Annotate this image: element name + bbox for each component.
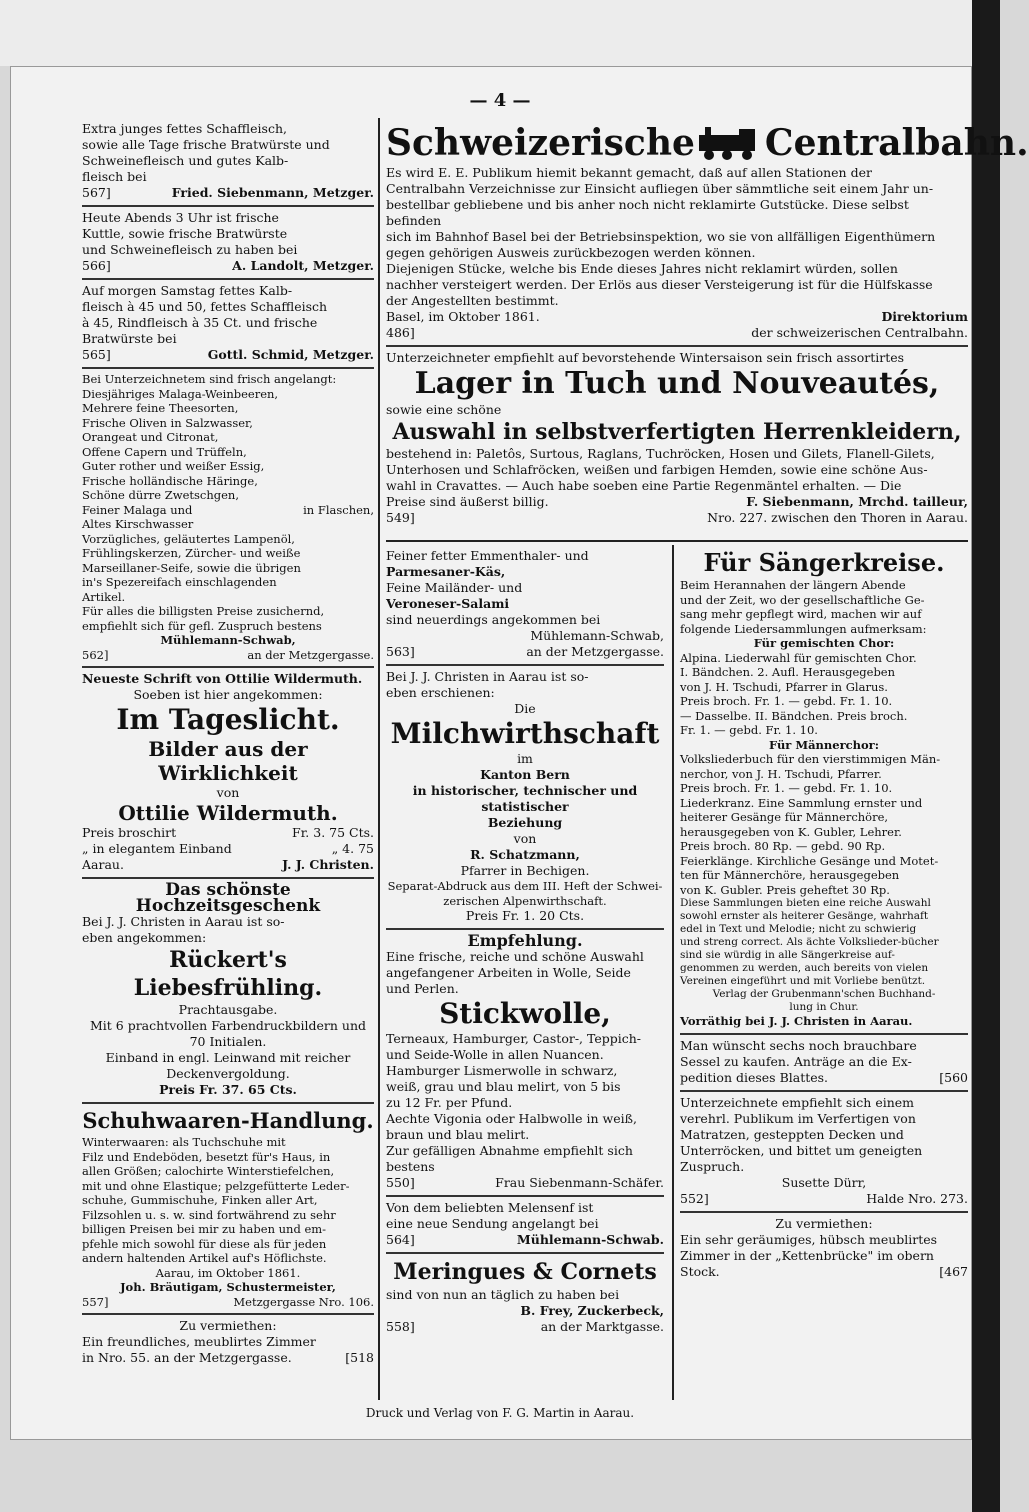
ad-date: Aarau, im Oktober 1861. xyxy=(155,1265,301,1280)
ad-line: genommen zu werden, auch bereits von vielen xyxy=(680,962,929,974)
book-subtitle: Bilder aus der Wirklichkeit xyxy=(148,737,308,785)
ad-line: Es wird E. E. Publikum hiemit bekannt gemacht, daß auf allen Stationen der xyxy=(386,165,872,180)
ad-number: 562] xyxy=(82,647,109,662)
ad-line: und Perlen. xyxy=(386,981,459,996)
ad-heading: Zu vermiethen: xyxy=(775,1215,873,1231)
price-value: Preis Fr. 1. 20 Cts. xyxy=(465,908,585,923)
ad-line: Vorzügliches, geläutertes Lampenöl, xyxy=(82,531,295,546)
book-author: Ottilie Wildermuth. xyxy=(118,801,338,825)
ad-line: eben angekommen: xyxy=(82,930,207,945)
ad-line: zerischen Alpenwirthschaft. xyxy=(443,893,607,908)
ad-line: verehrl. Publikum im Verfertigen von xyxy=(680,1110,916,1126)
ad-line: fleisch bei xyxy=(82,169,147,184)
ad-line: Prachtausgabe. xyxy=(178,1002,278,1017)
ad-line: Offene Capern und Trüffeln, xyxy=(82,444,247,459)
book-subtitle: Beziehung xyxy=(487,815,563,830)
ad-title: Meringues & Cornets xyxy=(393,1259,657,1285)
section-heading: Für gemischten Chor: xyxy=(753,636,895,650)
column-rule-2 xyxy=(672,545,674,1400)
ad-line: von J. H. Tschudi, Pfarrer in Glarus. xyxy=(680,679,888,694)
ad-signature: J. J. Christen. xyxy=(282,857,374,872)
price-value: „ 4. 75 xyxy=(331,841,374,856)
section-heading: Für Männerchor: xyxy=(768,737,879,752)
ad-line: Separat-Abdruck aus dem III. Heft der Schwei- xyxy=(387,879,663,893)
ad-signature: Mühlemann-Schwab, xyxy=(160,633,296,647)
ad-line: Winterwaaren: als Tuchschuhe mit xyxy=(82,1135,286,1149)
ad-address: Nro. 227. zwischen den Thoren in Aarau. xyxy=(707,510,968,525)
ad-line: sind von nun an täglich zu haben bei xyxy=(386,1287,620,1302)
ad-line: edel in Text und Melodie; nicht zu schwierig xyxy=(680,923,917,935)
price-value: Fr. 3. 75 Cts. xyxy=(292,825,374,840)
ad-signature: Fried. Siebenmann, Metzger. xyxy=(171,185,374,200)
ad-line: Auf morgen Samstag fettes Kalb- xyxy=(82,283,293,298)
ad-line: Ein sehr geräumiges, hübsch meublirtes xyxy=(680,1231,938,1247)
ad-number: 550] xyxy=(386,1175,415,1190)
ad-title: Schuhwaaren-Handlung. xyxy=(82,1108,374,1133)
ad-title xyxy=(386,121,1029,165)
ad-line: allen Größen; calochirte Winterstiefelchen, xyxy=(82,1164,335,1178)
ad-meringues xyxy=(386,1254,664,1339)
ad-line: Deckenvergoldung. xyxy=(166,1066,290,1081)
ad-line: Von dem beliebten Melensenf ist xyxy=(386,1200,594,1215)
column-rule-1 xyxy=(378,118,380,1400)
ad-wildermuth-book xyxy=(82,668,374,879)
ad-number: 552] xyxy=(680,1190,709,1206)
ad-heading: Das schönste Hochzeitsgeschenk xyxy=(135,880,321,916)
ad-line: sind neuerdings angekommen bei xyxy=(386,612,601,627)
page-top-margin xyxy=(0,0,1000,66)
ad-line: und Schweinefleisch zu haben bei xyxy=(82,242,298,257)
ad-line: Preise sind äußerst billig. xyxy=(386,494,549,509)
ad-line: Bratwürste bei xyxy=(82,331,177,346)
ad-line: bestens xyxy=(386,1159,435,1174)
ad-signature: der schweizerischen Centralbahn. xyxy=(751,325,968,340)
title-right: Centralbahn. xyxy=(764,122,1029,164)
ad-number: [560 xyxy=(939,1069,968,1085)
ad-intro: Bei Unterzeichnetem sind frisch angelangt: xyxy=(82,372,337,386)
ad-line: Frühlingskerzen, Zürcher- und weiße xyxy=(82,546,301,560)
ad-muehlemann-groceries xyxy=(82,369,374,668)
ad-number: 564] xyxy=(386,1232,415,1247)
ad-line: sowohl ernster als heiterer Gesänge, wahrhaft xyxy=(680,910,929,922)
ad-line: andern haltenden Artikel auf's Höflichste. xyxy=(82,1251,327,1265)
ad-line: — Dasselbe. II. Bändchen. Preis broch. xyxy=(680,708,908,723)
ad-line: Unterröcken, und bittet um geneigten xyxy=(680,1142,923,1158)
price-label: Preis broschirt xyxy=(82,825,177,840)
ad-number: 565] xyxy=(82,347,111,362)
ad-line: in Flaschen, xyxy=(303,502,374,517)
ad-line: Man wünscht sechs noch brauchbare xyxy=(680,1037,917,1053)
ad-number: 566] xyxy=(82,258,111,273)
ad-number: 486] xyxy=(386,325,415,340)
ad-line: bestehend in: Paletôs, Surtous, Raglans, Tuchröcken, Hosen und Gilets, Flanell-Gilets, xyxy=(386,446,935,461)
ad-line: von xyxy=(216,785,240,800)
ad-title: Für Sängerkreise. xyxy=(703,548,945,577)
ad-line: bestellbar gebliebene und bis anher noch nicht reklamirte Gutstücke. Diese selbst befinden xyxy=(386,197,909,228)
ad-line: heiterer Gesänge für Männerchöre, xyxy=(680,810,889,824)
ad-signature: Mühlemann-Schwab, xyxy=(530,628,664,643)
ad-line: Pfarrer in Bechigen. xyxy=(460,863,590,878)
ad-rueckert-book xyxy=(82,879,374,1104)
ad-melensenf xyxy=(386,1197,664,1254)
ad-line: Zimmer in der „Kettenbrücke" im obern xyxy=(680,1247,934,1263)
ad-line: Diejenigen Stücke, welche bis Ende dieses Jahres nicht reklamirt würden, sollen xyxy=(386,261,898,276)
ad-title: Stickwolle, xyxy=(439,997,611,1030)
ad-signature: A. Landolt, Metzger. xyxy=(232,258,374,273)
book-title: Milchwirthschaft xyxy=(390,717,660,750)
ad-line: Feierklänge. Kirchliche Gesänge und Motet- xyxy=(680,853,939,868)
ad-signature: Susette Dürr, xyxy=(781,1174,867,1190)
ad-line: Hamburger Lismerwolle in schwarz, xyxy=(386,1063,618,1078)
ad-centralbahn xyxy=(386,118,1029,347)
ad-heading: Zu vermiethen: xyxy=(179,1318,277,1333)
ad-line: Schweinefleisch und gutes Kalb- xyxy=(82,153,289,168)
ad-line: folgende Liedersammlungen aufmerksam: xyxy=(680,621,927,636)
ad-line: Aechte Vigonia oder Halbwolle in weiß, xyxy=(386,1111,637,1126)
ad-line: à 45, Rindfleisch à 35 Ct. und frische xyxy=(82,315,318,330)
ad-date: Basel, im Oktober 1861. xyxy=(386,309,540,324)
ad-line: Verlag der Grubenmann'schen Buchhand- xyxy=(712,988,936,1000)
ad-line: Beim Herannahen der längern Abende xyxy=(680,578,906,592)
ad-line: und streng correct. Als ächte Volkslieder-bücher xyxy=(680,936,939,948)
ad-siebenmann-tailor xyxy=(386,347,968,530)
ad-line: Kuttle, sowie frische Bratwürste xyxy=(82,226,288,241)
ad-line: von xyxy=(513,831,537,846)
ad-line: Ein freundliches, meublirtes Zimmer xyxy=(82,1334,316,1349)
ad-stickwolle xyxy=(386,930,664,1197)
ad-line: Altes Kirschwasser xyxy=(82,517,194,531)
ad-line: empfiehlt sich für gefl. Zuspruch bestens xyxy=(82,618,322,633)
ad-line: Diese Sammlungen bieten eine reiche Auswahl xyxy=(680,897,931,909)
ad-sessel xyxy=(680,1035,968,1092)
ad-line: Für alles die billigsten Preise zusichernd, xyxy=(82,604,325,618)
ad-siebenmann-meat xyxy=(82,118,374,207)
ad-saengerkreise xyxy=(680,545,968,1035)
ad-line: in Nro. 55. an der Metzgergasse. xyxy=(82,1350,292,1365)
ad-line: Bei J. J. Christen in Aarau ist so- xyxy=(82,914,285,929)
title-left: Schweizerische xyxy=(386,122,695,164)
ad-line: Parmesaner-Käs, xyxy=(386,564,506,579)
section-rule xyxy=(386,540,968,542)
ad-signature: B. Frey, Zuckerbeck, xyxy=(520,1303,664,1318)
ad-line: Eine frische, reiche und schöne Auswahl xyxy=(386,949,644,964)
ad-signature: Direktorium xyxy=(881,309,968,324)
ad-schmid xyxy=(82,280,374,369)
ad-line: nerchor, von J. H. Tschudi, Pfarrer. xyxy=(680,766,882,781)
ad-line: Heute Abends 3 Uhr ist frische xyxy=(82,210,279,225)
ad-line: herausgegeben von K. Gubler, Lehrer. xyxy=(680,824,902,839)
ad-heading: Neueste Schrift von Ottilie Wildermuth. xyxy=(82,671,363,686)
page-right-edge xyxy=(972,0,1000,1512)
ad-line: Filz und Endeböden, besetzt für's Haus, in xyxy=(82,1149,331,1164)
ad-line: Feine Mailänder- und xyxy=(386,580,523,595)
ad-line: mit und ohne Elastique; pelzgefütterte Leder- xyxy=(82,1178,350,1193)
ad-line: eben erschienen: xyxy=(386,685,495,700)
ad-line: Liederkranz. Eine Sammlung ernster und xyxy=(680,795,923,810)
ad-line: sind sie würdig in alle Sängerkreise auf- xyxy=(680,949,895,961)
price-value: Preis Fr. 37. 65 Cts. xyxy=(159,1082,297,1097)
ad-line: 70 Initialen. xyxy=(189,1034,267,1049)
ad-room-rent-1 xyxy=(82,1315,374,1370)
ad-line: Preis broch. 80 Rp. — gebd. 90 Rp. xyxy=(680,839,886,853)
column-right xyxy=(680,545,968,1400)
ad-line: Zur gefälligen Abnahme empfiehlt sich xyxy=(386,1143,633,1158)
ad-line: Vereinen eingeführt und mit Vorliebe benützt. xyxy=(680,975,926,987)
ad-line: Fr. 1. — gebd. Fr. 1. 10. xyxy=(680,723,818,737)
book-subtitle: in historischer, technischer und statistischer xyxy=(412,783,638,814)
ad-line: Einband in engl. Leinwand mit reicher xyxy=(105,1050,351,1065)
ad-line: ten für Männerchöre, herausgegeben xyxy=(680,868,900,882)
ad-line: sang mehr gepflegt wird, machen wir auf xyxy=(680,607,922,621)
ad-line: Marseillaner-Seife, sowie die übrigen xyxy=(82,560,301,575)
ad-line: Feiner fetter Emmenthaler- und xyxy=(386,548,589,563)
ad-place: Aarau. xyxy=(82,857,124,872)
ad-line: Sessel zu kaufen. Anträge an die Ex- xyxy=(680,1053,912,1069)
ad-address: an der Marktgasse. xyxy=(540,1319,664,1334)
book-author: R. Schatzmann, xyxy=(470,847,580,862)
ad-heading: Empfehlung. xyxy=(467,931,583,950)
ad-line: billigen Preisen bei mir zu haben und em- xyxy=(82,1222,327,1236)
ad-address: Halde Nro. 273. xyxy=(866,1190,968,1206)
ad-line: Zuspruch. xyxy=(680,1158,745,1174)
ad-line: der Angestellten bestimmt. xyxy=(386,293,559,308)
ad-line: Mehrere feine Theesorten, xyxy=(82,401,239,415)
page-number: — 4 — xyxy=(469,90,531,111)
ad-address: an der Metzgergasse. xyxy=(526,644,664,659)
ad-line: Unterzeichnete empfiehlt sich einem xyxy=(680,1094,915,1110)
ad-line: Frische Oliven in Salzwasser, xyxy=(82,415,253,430)
ad-landolt xyxy=(82,207,374,280)
ad-braeutigam-shoes xyxy=(82,1104,374,1315)
ad-number: [518 xyxy=(345,1350,374,1365)
ad-line: Artikel. xyxy=(82,589,126,604)
ad-line: sich im Bahnhof Basel bei der Betriebsinspektion, wo sie von allfälligen Eigenthümern xyxy=(386,229,936,244)
ad-line: schuhe, Gummischuhe, Finken aller Art, xyxy=(82,1193,318,1207)
ad-line: sowie alle Tage frische Bratwürste und xyxy=(82,137,330,152)
ad-line: pfehle mich sowohl für diese als für jeden xyxy=(82,1236,327,1251)
ad-line: sowie eine schöne xyxy=(386,402,502,417)
ad-line: Guter rother und weißer Essig, xyxy=(82,459,265,473)
ad-title: Lager in Tuch und Nouveautés, xyxy=(414,366,940,401)
ad-line: Frische holländische Häringe, xyxy=(82,473,258,488)
ad-line: und Seide-Wolle in allen Nuancen. xyxy=(386,1047,604,1062)
ad-line: gegen gehörigen Ausweis zurückbezogen werden können. xyxy=(386,245,756,260)
ad-milchwirthschaft-book xyxy=(386,666,664,930)
ad-address: an der Metzgergasse. xyxy=(247,647,374,662)
ad-duerr xyxy=(680,1092,968,1213)
ad-signature: Vorräthig bei J. J. Christen in Aarau. xyxy=(680,1014,913,1028)
book-subtitle: Kanton Bern xyxy=(480,767,570,782)
ad-line: von K. Gubler. Preis geheftet 30 Rp. xyxy=(680,882,890,897)
ad-line: nachher versteigert werden. Der Erlös aus dieser Versteigerung ist für die Hülfskasse xyxy=(386,277,933,292)
ad-line: zu 12 Fr. per Pfund. xyxy=(386,1095,513,1110)
ad-line: Terneaux, Hamburger, Castor-, Teppich- xyxy=(386,1031,642,1046)
ad-number: [467 xyxy=(939,1263,968,1279)
ad-muehlemann-cheese xyxy=(386,545,664,666)
ad-line: fleisch à 45 und 50, fettes Schaffleisch xyxy=(82,299,328,314)
ad-line: Alpina. Liederwahl für gemischten Chor. xyxy=(680,650,917,665)
ad-line: wahl in Cravattes. — Auch habe soeben eine Partie Regenmäntel erhalten. — Die xyxy=(386,478,902,493)
column-middle xyxy=(386,545,664,1400)
ad-number: 567] xyxy=(82,185,111,200)
ad-number: 558] xyxy=(386,1319,415,1334)
ad-signature: Gottl. Schmid, Metzger. xyxy=(207,347,374,362)
column-top-wide xyxy=(386,118,1029,525)
ad-signature: Joh. Bräutigam, Schustermeister, xyxy=(120,1280,336,1294)
column-left xyxy=(82,118,374,1400)
ad-line: Soeben ist hier angekommen: xyxy=(133,687,323,702)
ad-room-rent-2 xyxy=(680,1213,968,1284)
ad-line: Bei J. J. Christen in Aarau ist so- xyxy=(386,669,589,684)
imprint-footer: Druck und Verlag von F. G. Martin in Aarau. xyxy=(365,1406,635,1420)
ad-line: Preis broch. Fr. 1. — gebd. Fr. 1. 10. xyxy=(680,694,893,708)
book-title: Im Tageslicht. xyxy=(116,703,340,736)
ad-line: Filzsohlen u. s. w. sind fortwährend zu sehr xyxy=(82,1207,336,1222)
ad-address: Metzgergasse Nro. 106. xyxy=(233,1294,374,1309)
ad-line: Feiner Malaga und xyxy=(82,502,193,517)
ad-line: weiß, grau und blau melirt, von 5 bis xyxy=(386,1079,621,1094)
ad-line: Centralbahn Verzeichnisse zur Einsicht aufliegen über sämmtliche seit einem Jahr un- xyxy=(386,181,934,196)
ad-line: Die xyxy=(514,701,536,716)
ad-line: Veroneser-Salami xyxy=(386,596,510,611)
ad-line: Volksliederbuch für den vierstimmigen Män- xyxy=(680,752,941,766)
ad-line: Unterhosen und Schlafröcken, weißen und farbigen Hemden, sowie eine schöne Aus- xyxy=(386,462,928,477)
ad-title: Auswahl in selbstverfertigten Herrenkleidern, xyxy=(392,419,962,445)
ad-line: und der Zeit, wo der gesellschaftliche Ge- xyxy=(680,592,925,607)
price-label: „ in elegantem Einband xyxy=(82,841,232,856)
ad-line: Extra junges fettes Schaffleisch, xyxy=(82,121,287,136)
book-title: Rückert's Liebesfrühling. xyxy=(133,947,323,1001)
locomotive-icon xyxy=(695,125,765,161)
ad-line: Diesjähriges Malaga-Weinbeeren, xyxy=(82,386,279,401)
ad-line: braun und blau melirt. xyxy=(386,1127,530,1142)
ad-line: im xyxy=(517,751,533,766)
ad-number: 549] xyxy=(386,510,415,525)
ad-line: Schöne dürre Zwetschgen, xyxy=(82,488,239,502)
ad-line: angefangener Arbeiten in Wolle, Seide xyxy=(386,965,631,980)
ad-signature: Mühlemann-Schwab. xyxy=(516,1232,664,1247)
ad-intro: Unterzeichneter empfiehlt auf bevorstehende Wintersaison sein frisch assortirtes xyxy=(386,350,905,365)
ad-number: 557] xyxy=(82,1294,109,1309)
ad-line: in's Spezereifach einschlagenden xyxy=(82,575,277,589)
ad-line: Stock. xyxy=(680,1263,720,1279)
ad-line: Mit 6 prachtvollen Farbendruckbildern und xyxy=(89,1018,367,1033)
ad-line: Orangeat und Citronat, xyxy=(82,430,219,444)
ad-signature: Frau Siebenmann-Schäfer. xyxy=(495,1175,664,1190)
ad-number: 563] xyxy=(386,644,415,659)
ad-line: pedition dieses Blattes. xyxy=(680,1069,829,1085)
ad-line: Matratzen, gesteppten Decken und xyxy=(680,1126,904,1142)
ad-line: Preis broch. Fr. 1. — gebd. Fr. 1. 10. xyxy=(680,781,893,795)
ad-line: eine neue Sendung angelangt bei xyxy=(386,1216,599,1231)
ad-signature: F. Siebenmann, Mrchd. tailleur, xyxy=(746,494,968,509)
ad-line: I. Bändchen. 2. Aufl. Herausgegeben xyxy=(680,665,896,679)
ad-line: lung in Chur. xyxy=(789,1001,859,1013)
